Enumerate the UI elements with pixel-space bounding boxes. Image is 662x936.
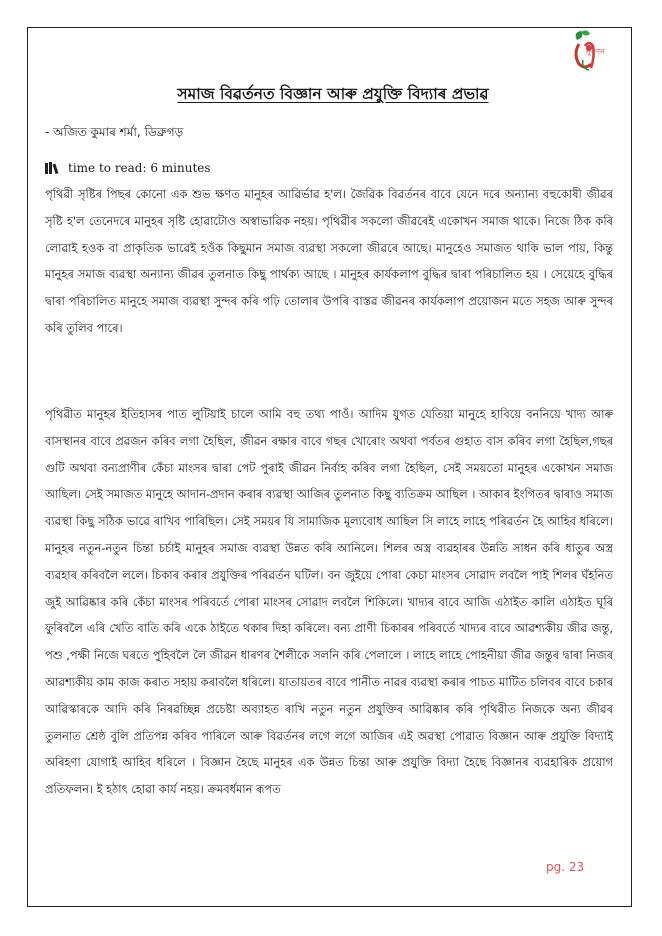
- paragraph-1: পৃথিৱী সৃষ্টিৰ পিছৰ কোনো এক শুভ ক্ষণত মানুহৰ আৱিৰ্ভাৱ হ'ল। জৈৱিক বিৱৰ্তনৰ বাবে যেনে দৰে অন্যান্য বহুকোষী জীৱৰ সৃষ্টি হ'ল তেনেদৰে মানুহৰ সৃষ্টি হোৱাটোও অস্বাভাৱিক নহয়। পৃথিৱীৰ সকলো জীৱৰেই একোখন সমাজ থাকে। নিজে ঠিক কৰি লোৱাই হওক বা প্ৰাকৃতিক ভাৱেই হওঁক কিছুমান সমাজ ব্যৱস্থা সকলো জীৱৰে আছে। মানুহেও সমাজত থাকি ভাল পায়, কিন্তু মানুহৰ সমাজ ব্যৱস্থা অন্যান্য জীৱৰ তুলনাত কিছু পাৰ্থক্য আছে । মানুহৰ কাৰ্যকলাপ বুদ্ধিৰ দ্বাৰা পৰিচালিত হয় । সেয়েহে বুদ্ধিৰ দ্বাৰা পৰিচালিত মানুহে সমাজ ব্যৱস্থা সুন্দৰ কৰি গঢ়ি তোলাৰ উপৰি বাস্তৱ জীৱনৰ কাৰ্যকলাপ প্ৰয়োজন মতে সহজ আৰু সুন্দৰ কৰি তুলিব পাৰে।: [45, 187, 613, 335]
- paragraph-2: পৃথিৱীত মানুহৰ ইতিহাসৰ পাত লুটিয়াই চালে আমি বহু তথ্য পাওঁ। আদিম যুগত যেতিয়া মানুহে হাবিয়ে বননিয়ে খাদ্য আৰু বাসস্থানৰ বাবে প্ৰৱজন কৰিব লগা হৈছিল, জীৱন ৰক্ষাৰ বাবে গছৰ খোৰোং অথবা পৰ্বতৰ গুহাত বাস কৰিব লগা হৈছিল,গছৰ গুটি অথবা বন্যপ্ৰাণীৰ কেঁচা মাংসৰ দ্বাৰা পেট পুৰাই জীৱন নিৰ্বাহ কৰিব লগা হৈছিল, সেই সময়তো মানুহৰ একোখন সমাজ আছিল। সেই সমাজত মানুহে আদান-প্ৰদান কৰাৰ ব্যৱস্থা আজিৰ তুলনাত কিছু ব্যতিক্ৰম আছিল । আকাৰ ইংগিতৰ দ্বাৰাও সমাজ ব্যৱস্থা কিছু সঠিক ভাৱে ৰাখিব পাৰিছিল। সেই সময়ৰ যি সামাজিক মূল্যবোধ আছিল সি লাহে লাহে পৰিৱৰ্তন হৈ আহিব ধৰিলে। মানুহৰ নতুন-নতুন চিন্তা চৰ্চাই মানুহৰ সমাজ ব্যৱস্থা উন্নত কৰি আনিলে। শিলৰ অস্ত্ৰ ব্যৱহাৰৰ উন্নতি সাধন কৰি ধাতুৰ অস্ত্ৰ ব্যৱহাৰ কৰিবলৈ ললে। চিকাৰ কৰাৰ প্ৰযুক্তিৰ পৰিৱৰ্তন ঘটিল। বন জুইয়ে পোৰা কেচা মাংসৰ সোৱাদ লবলৈ পাই শিলৰ ঘঁহনিত জুই আৱিষ্কাৰ কৰি কেঁচা মাংসৰ পৰিবৰ্তে পোৰা মাংসৰ সোৱাদ লবলৈ শিকিলে। খাদ্যৰ বাবে আজি এঠাইত কালি এঠাইত ঘূৰি ফুৰিবলৈ এৰি খেতি বাতি কৰি একে ঠাইতে থকাৰ দিহা কৰিলে। বন্য প্ৰাণী চিকাৰৰ পৰিবৰ্তে খাদ্যৰ বাবে আৱশ্যকীয় জীৱ জন্তু, পশু ,পক্ষী নিজে ঘৰতে পুহিবলৈ লৈ জীৱন ধাৰণৰ শৈলীকে সলনি কৰি পেলালে । লাহে লাহে পোহনীয়া জীৱ জন্তুৰ দ্বাৰা নিজৰ আৱশ্যকীয় কাম কাজ কৰাত সহায় কৰাবলৈ ধৰিলে। যাতায়তৰ বাবে পানীত নাৱৰ ব্যৱস্থা কৰাৰ পাচত মাটিত চলিবৰ বাবে চকাৰ আৱিস্কাৰকে আদি কৰি নিৰৱচ্ছিন্ন প্ৰচেষ্টা অব্যাহত ৰাখি নতুন নতুন প্ৰযুক্তিৰ আৱিষ্কাৰ কৰি পৃথিৱীত নিজকে অন্য জীৱৰ তুলনাত শ্ৰেষ্ঠ বুলি প্ৰতিপন্ন কৰিব পাৰিলে আৰু বিৱৰ্তনৰ লগে লগে আজিৰ এই অৱস্থা পোৱাত বিজ্ঞান আৰু প্ৰযুক্তি বিদ্যাই অৰিহণা যোগাই আহিব ধৰিলে । বিজ্ঞান হৈছে মানুহৰ এক উন্নত চিন্তা আৰু প্ৰযুক্তি বিদ্যা হৈছে বিজ্ঞানৰ ব্যৱহাৰিক প্ৰয়োগ প্ৰতিফলন। ই হঠাৎ হোৱা কাৰ্য নহয়। ক্ৰমবৰ্ধমান ৰূপত: [45, 407, 613, 797]
- page-number: pg. 23: [546, 860, 585, 874]
- read-time: [45, 161, 211, 175]
- books-icon: [45, 162, 62, 174]
- read-time-text: time to read: 6 minutes: [68, 161, 211, 175]
- article-title: সমাজ বিৱৰ্তনত বিজ্ঞান আৰু প্ৰযুক্তি বিদ্যাৰ প্ৰভাৱ: [177, 85, 489, 103]
- author-line: - অজিত কুমাৰ শৰ্মা, ডিব্ৰুগড়: [45, 125, 184, 139]
- logo-text: নুৰণন: [586, 47, 605, 56]
